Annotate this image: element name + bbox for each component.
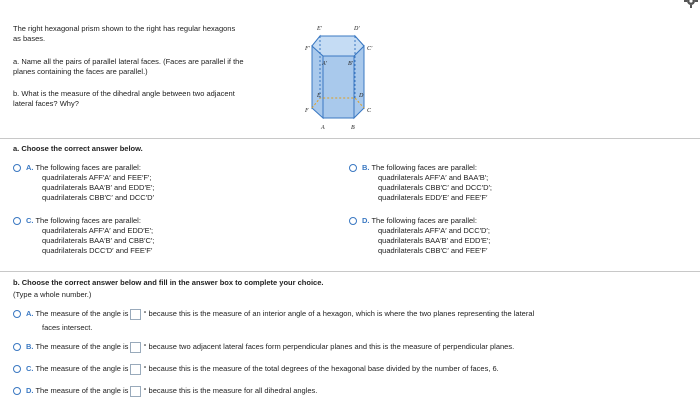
option-b-a[interactable]: A. The measure of the angle is ° because this is the measure of an interior angle of a hexagon, which is where the two planes representing the lateral faces intersect.	[26, 309, 535, 332]
section-b-title: b. Choose the correct answer below and fill in the answer box to complete your choice.	[13, 278, 324, 287]
label-e: E	[317, 93, 321, 99]
radio-b-option-d[interactable]	[13, 387, 21, 395]
radio-b-option-a[interactable]	[13, 310, 21, 318]
hexagonal-prism-figure	[298, 18, 388, 138]
label-c-prime: C'	[367, 46, 373, 52]
answer-box-d[interactable]	[130, 386, 141, 397]
answer-box-c[interactable]	[130, 364, 141, 375]
label-b: B	[351, 125, 355, 131]
label-c: C	[367, 108, 372, 114]
option-a-c[interactable]: C. The following faces are parallel: quadrilaterals AFF′A′ and EDD′E′; quadrilaterals BAA′B′ and CBB′C′; quadrilaterals DCC′D′ and FEE′F′	[26, 216, 155, 255]
divider-top	[0, 138, 700, 139]
label-d: D	[359, 93, 364, 99]
option-a-a[interactable]: A. The following faces are parallel: quadrilaterals AFF′A′ and FEE′F′; quadrilaterals BAA′B′ and EDD′E′; quadrilaterals CBB′C′ and DCC′D′	[26, 163, 155, 202]
radio-b-option-b[interactable]	[13, 343, 21, 351]
radio-a-option-c[interactable]	[13, 217, 21, 225]
problem-part-b: b. What is the measure of the dihedral angle between two adjacent lateral faces? Why?	[13, 89, 235, 108]
option-b-c[interactable]: C. The measure of the angle is ° because this is the measure of the total degrees of the hexagonal base divided by the number of faces, 6.	[26, 364, 499, 373]
label-d-prime: D'	[354, 26, 360, 32]
label-a: A	[321, 125, 325, 131]
option-a-b[interactable]: B. The following faces are parallel: quadrilaterals AFF′A′ and BAA′B′; quadrilaterals CBB′C′ and DCC′D′; quadrilaterals EDD′E′ and FEE′F′	[362, 163, 493, 202]
label-f: F	[305, 108, 309, 114]
option-b-b[interactable]: B. The measure of the angle is ° because two adjacent lateral faces form perpendicular planes and this is the measure of perpendicular planes.	[26, 342, 515, 351]
section-a-title: a. Choose the correct answer below.	[13, 144, 143, 153]
gear-icon[interactable]	[684, 0, 698, 8]
problem-intro: The right hexagonal prism shown to the right has regular hexagons as bases.	[13, 24, 236, 43]
radio-b-option-c[interactable]	[13, 365, 21, 373]
radio-a-option-d[interactable]	[349, 217, 357, 225]
label-b-prime: B'	[348, 61, 353, 67]
answer-box-a[interactable]	[130, 309, 141, 320]
section-b-subtitle: (Type a whole number.)	[13, 290, 92, 299]
label-a-prime: A'	[322, 61, 327, 67]
option-a-d[interactable]: D. The following faces are parallel: quadrilaterals AFF′A′ and DCC′D′; quadrilaterals BAA′B′ and EDD′E′; quadrilaterals CBB′C′ and FEE′F′	[362, 216, 491, 255]
label-f-prime: F'	[305, 46, 310, 52]
radio-a-option-a[interactable]	[13, 164, 21, 172]
label-e-prime: E'	[317, 26, 322, 32]
answer-box-b[interactable]	[130, 342, 141, 353]
divider-middle	[0, 271, 700, 272]
radio-a-option-b[interactable]	[349, 164, 357, 172]
option-b-d[interactable]: D. The measure of the angle is ° because this is the measure for all dihedral angles.	[26, 386, 318, 395]
problem-part-a: a. Name all the pairs of parallel lateral faces. (Faces are parallel if the planes containing the faces are parallel.)	[13, 57, 244, 76]
